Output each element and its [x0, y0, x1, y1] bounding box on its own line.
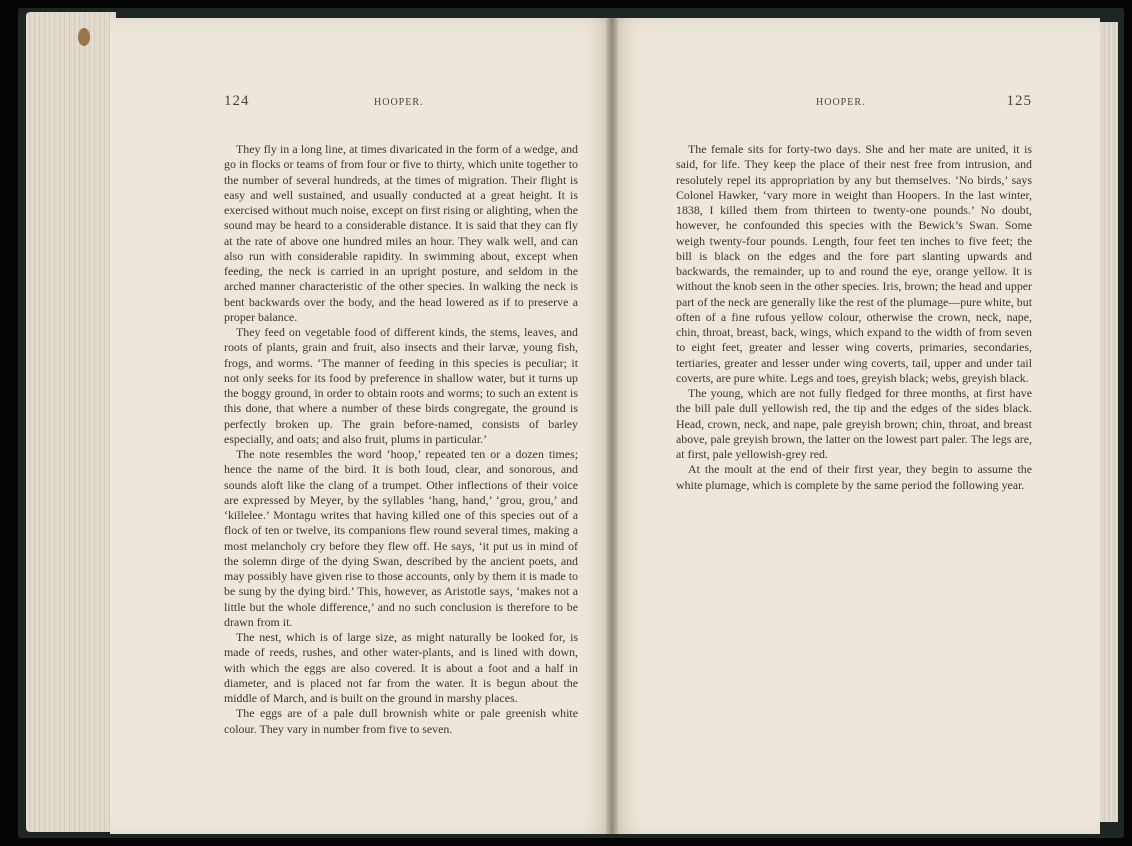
paragraph: The note resembles the word ‘hoop,’ repeated ten or a dozen times; hence the name of the bird. It is both loud, clear, and sonorous, and sounds aloft like the clang of a trumpet. Other inflections of their voice are expressed by Meyer, by the syllables ‘hang, hand,’ ‘grou, grou,’ and ‘killelee.’ Montagu writes that having killed one of this species out of a flock of ten or twelve, its companions flew round several times, making a most melancholy cry before they flew off. He says, ‘it put us in mind of the solemn dirge of the dying Swan, described by the ancient poets, and may possibly have given rise to those accounts, only by them it is made to be sung by the dying bird.’ This, however, as Aristotle says, ‘makes not a little but the whole difference,’ and no such conclusion is therefore to be drawn from it.: [224, 447, 578, 629]
body-text: [224, 142, 578, 737]
book-gutter: [606, 18, 618, 834]
page-number: 125: [1006, 93, 1032, 109]
header-title: HOOPER.: [374, 97, 424, 108]
paragraph: The young, which are not fully fledged for three months, at first have the bill pale dull yellowish red, the tip and the edges of the sides black. Head, crown, neck, and nape, pale greyish brown; chin, throat, and breast above, pale greyish brown, the latter on the lowest part paler. The legs are, at first, pale yellowish-grey red.: [676, 386, 1032, 461]
bookmark-mark: [78, 28, 90, 46]
page-edges-right: [1098, 22, 1118, 822]
running-head: [224, 93, 578, 117]
paragraph: The eggs are of a pale dull brownish white or pale greenish white colour. They vary in number from five to seven.: [224, 706, 578, 736]
paragraph: The nest, which is of large size, as might naturally be looked for, is made of reeds, rushes, and other water-plants, and is lined with down, with which the eggs are also covered. It is about a foot and a half in diameter, and is placed not far from the water. It is begun about the middle of March, and is built on the ground in marshy places.: [224, 630, 578, 705]
paragraph: They feed on vegetable food of different kinds, the stems, leaves, and roots of plants, grain and fruit, also insects and their larvæ, young fish, frogs, and worms. ‘The manner of feeding in this species is peculiar; it not only seeks for its food by preference in shallow water, but it turns up the boggy ground, in order to obtain roots and worms; to such an extent is this done, that where a number of these birds congregate, the ground is perfectly broken up. The grain before-named, consists of barley especially, and oats; and also fruit, plums in particular.’: [224, 325, 578, 446]
page-number: 124: [224, 93, 250, 109]
paragraph: At the moult at the end of their first year, they begin to assume the white plumage, which is complete by the same period the following year.: [676, 462, 1032, 492]
right-page: [612, 18, 1100, 834]
paragraph: They fly in a long line, at times divaricated in the form of a wedge, and go in flocks or teams of from four or five to thirty, which unite together to the number of several hundreds, at the times of migration. Their flight is easy and well sustained, and usually conducted at a great height. It is exercised without much noise, except on first rising or alighting, when the sound may be heard to a considerable distance. It is said that they can fly at the rate of above one hundred miles an hour. They walk well, and can also run with considerable rapidity. In swimming about, except when feeding, the neck is carried in an upright posture, and seldom in the arched manner characteristic of the other species. In walking the neck is bent backwards over the body, and the head lowered as if to preserve a proper balance.: [224, 142, 578, 324]
header-title: HOOPER.: [816, 97, 866, 108]
page-edges-left: [26, 12, 116, 832]
left-page: [110, 18, 612, 834]
paragraph: The female sits for forty-two days. She and her mate are united, it is said, for life. They keep the place of their nest free from intrusion, and resolutely repel its appropriation by any but themselves. ‘No birds,’ says Colonel Hawker, ‘vary more in weight than Hoopers. In the last winter, 1838, I killed them from thirteen to twenty-one pounds.’ No doubt, however, he confounded this species with the Bewick’s Swan. Some weigh twenty-four pounds. Length, four feet ten inches to five feet; the bill is black on the edges and the fore part slanting upwards and backwards, the remainder, up to and round the eye, orange yellow. It is without the knob seen in the other species. Iris, brown; the head and upper part of the neck are generally like the rest of the plumage—pure white, but often of a fine rufous yellow colour, otherwise the crown, neck, nape, chin, throat, breast, back, wings, which expand to the width of from seven to eight feet, greater and lesser wing coverts, primaries, secondaries, tertiaries, greater and lesser under wing coverts, tail, upper and under tail coverts, are pure white. Legs and toes, greyish black; webs, greyish black.: [676, 142, 1032, 385]
running-head: [676, 93, 1032, 117]
body-text: [676, 142, 1032, 493]
